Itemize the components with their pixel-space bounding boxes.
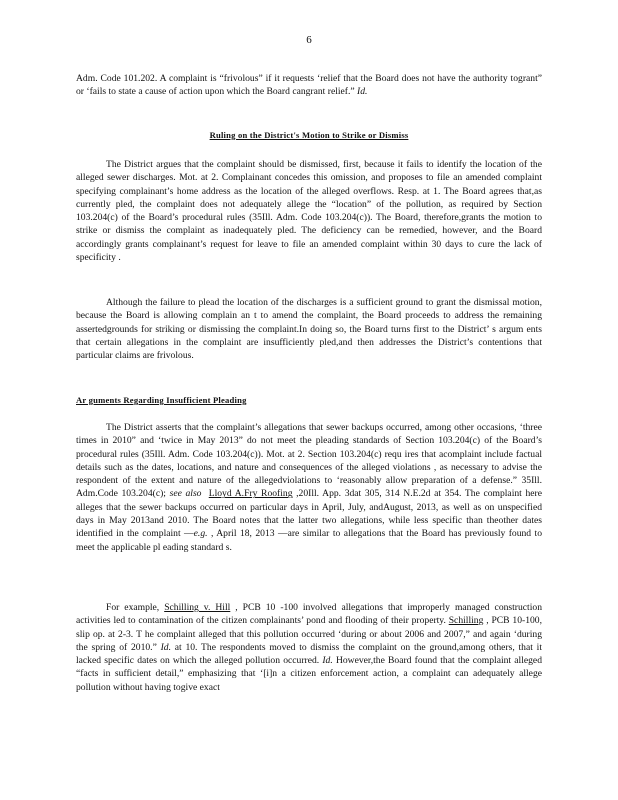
paragraph-text: , PCB 10 -100 involved allegations that improperly managed construction activities led to contamination of the citizen complainants’ pond and flooding of their property. [76,602,542,627]
paragraph-text: For example, [106,602,165,613]
paragraph-text: , April 18, 2013 —are similar to allegations that the Board has previously found to meet the applicable pl eading standard s. [76,528,543,553]
paragraph-schilling-example [76,601,542,694]
paragraph-text: , PCB 10-100, slip op. at 2-3. T he complaint alleged that this pollution occurred ‘during or about 2006 and 2007,” and again ‘during the spring of 2010.” [76,615,542,653]
case-citation-lloyd-fry-roofing: Lloyd A.Fry Roofing [208,488,293,500]
paragraph-frivolous-definition [76,72,542,99]
see-also-signal: see also [169,488,202,500]
paragraph-text: at 10. The respondents moved to dismiss the complaint on the ground,among others, that it lacked specific dates on which the alleged pollution occurred. [76,641,542,667]
paragraph-district-argues: The District argues that the complaint should be dismissed, first, because it fails to identify the location of the alleged sewer discharges. Mot. at 2. Complainant concedes this omission, and proposes to file an amended complaint specifying complainant’s home address as the location of the alleged overflows. Resp. at 1. The Board agrees that,as currently pled, the complaint does not adequately allege the “location” of the pollution, as required by Section 103.204(c) of the Board’s procedural rules (35Ill. Adm. Code 103.204(c)). The Board, therefore,grants the motion to strike or dismiss the complaint as inadequately pled. The deficiency can be remedied, however, and the Board accordingly grants complainant’s request for leave to file an amended complaint within 30 days to cure the lack of specificity . [76,159,542,264]
paragraph-text: ,20Ill. App. 3dat 305, 314 N.E.2d at 354. The complaint here alleges that the sewer backups occurred on particular days in April, July, andAugust, 2013, as well as on unspecified days in May 2013and 2010. The Board notes that the latter two allegations, while less specific than theother dates identified in the complaint — [76,488,542,540]
id-citation: Id. [322,655,333,667]
section-heading-ruling: Ruling on the District's Motion to Strike or Dismiss [209,130,409,140]
paragraph-failure-to-plead: Although the failure to plead the location of the discharges is a sufficient ground to grant the dismissal motion, because the Board is allowing complain an t to amend the complaint, the Board proceeds to address the remaining assertedgrounds for striking or dismissing the complaint.In doing so, the Board turns first to the District’ s argum ents that certain allegations in the complaint are insufficiently pled,and then addresses the District’s contentions that particular claims are frivolous. [76,297,542,362]
id-citation: Id. [357,86,368,98]
paragraph-insufficient-pleading [76,421,542,554]
paragraph-text: Adm. Code 101.202. A complaint is “frivolous” if it requests ‘relief that the Board does not have the authority togrant” or ‘fails to state a cause of action upon which the Board cangrant relief.” [76,73,542,98]
case-citation-schilling: Schilling [448,615,484,627]
section-heading-arguments: Ar guments Regarding Insufficient Pleading [76,395,247,405]
page-number: 6 [306,34,312,46]
paragraph-text: The District asserts that the complaint’s allegations that sewer backups occurred, among other occasions, ‘three times in 2010” and ‘twice in May 2013” do not meet the pleading standards of Section 103.204(c) of the Board’s procedural rules (35Ill. Adm. Code 103.204(c)). Mot. at 2. Section 103.204(c) requ ires that acomplaint include factual details such as the dates, locations, and nature and consequences of the alleged violations , as necessary to advise the respondent of the extent and nature of the allegedviolations to ‘reasonably allow preparation of a defense.” 35Ill. Adm.Code 103.204(c); [76,422,542,500]
case-citation-schilling-v-hill: Schilling v. Hill [164,602,231,613]
id-citation: Id. [160,641,171,653]
paragraph-text: However,the Board found that the complaint alleged “facts in sufficient detail,” emphasizing that ‘[i]n a citizen enforcement action, a complaint can adequately allege pollution without having togive exact [76,655,542,693]
eg-signal: e.g. [193,528,208,540]
